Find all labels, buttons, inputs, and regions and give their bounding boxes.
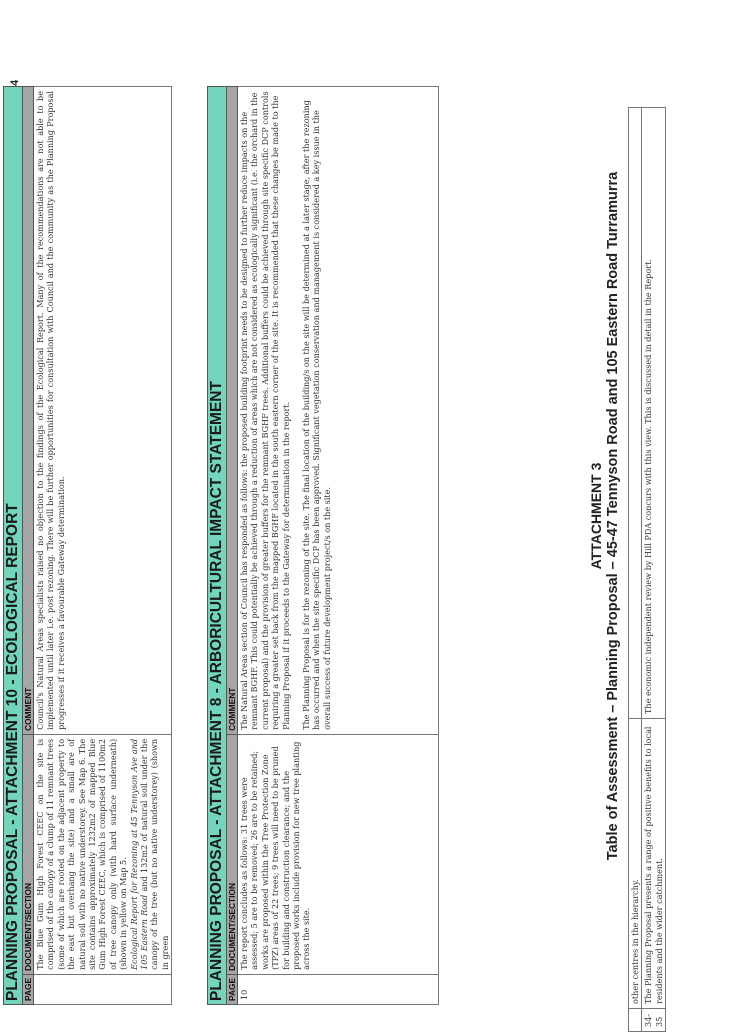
table-row — [34, 87, 172, 1005]
section-banner — [4, 87, 23, 1005]
column-header-row — [23, 87, 34, 1005]
attachment-title: ATTACHMENT 3 — [588, 462, 604, 570]
page-cell: 10 — [238, 974, 439, 1004]
col-comment: COMMENT — [227, 87, 238, 735]
col-document: DOCUMENT/SECTION — [227, 734, 238, 974]
document-text: The Blue Gum High Forest CEEC on the site is comprised of the canopy of a clump of 11 remnant trees (some of which are rooted on the adjacent property to the east but overhang the site) and a small are of natural soil with no native understorey. See Map 6. The site contains approximately 1232m2 of mapped Blue Gum High Forest CEEC, which is comprised of 1100m2 of tree canopy only (with hard surface underneath) (shown in yellow on Map 5. — [35, 738, 129, 970]
comment-cell — [238, 87, 439, 735]
page-cell: 34-35 — [642, 1009, 666, 1032]
document-text: and 132m2 of natural soil under the canopy of the tree (but no native understorey) (shown in green — [139, 738, 170, 970]
document-cell — [34, 734, 172, 974]
col-document: DOCUMENT/SECTION — [23, 734, 34, 974]
comment-cell: Council's Natural Areas specialists raised no objection to the findings of the Ecological Report. Many of the recommendations are not able to be implemented until later i.e. post rezoning. There will be further opportunities for consultation with Council and the community as the Planning Proposal progresses if it receives a favourable Gateway determination. — [34, 87, 172, 735]
section-title: PLANNING PROPOSAL - ATTACHMENT 8 - ARBORICULTURAL IMPACT STATEMENT — [208, 87, 227, 1005]
comment-cell — [629, 108, 642, 719]
table-row — [629, 108, 642, 1032]
page-cell — [629, 1009, 642, 1032]
col-comment: COMMENT — [23, 87, 34, 735]
section-banner — [208, 87, 227, 1005]
comment-paragraph: The Planning Proposal is for the rezoning of the site. The final location of the building/s on the site will be determined at a later stage, after the rezoning has occurred and when the site specific DCP has been approved. Significant vegetation conservation and management is considered a key issue in the overall success of future development project/s on the site. — [301, 100, 332, 730]
document-cell: other centres in the hierarchy. — [629, 719, 642, 1009]
document-cell: The report concludes as follows: 31 trees were assessed; 5 are to be removed; 26 are to be retained; works are proposed within the Tree Protection Zone (TPZ) areas of 22 trees; 9 trees will need to be pruned for building and construction clearance; and the proposed works include provision for new tree planting across the site. — [238, 734, 439, 974]
col-page: PAGE — [23, 974, 34, 1004]
page-cell — [34, 974, 172, 1004]
col-page: PAGE — [227, 974, 238, 1004]
comment-cell: The economic independent review by Hill PDA concurs with this view. This is discussed in detail in the Report. — [642, 108, 666, 719]
section-title: PLANNING PROPOSAL - ATTACHMENT 10 - ECOLOGICAL REPORT — [4, 87, 23, 1005]
report-title-italic: Ecological Report for Rezoning at 45 Tennyson Ave and 105 Eastern Road — [128, 738, 150, 970]
ecological-table — [3, 86, 172, 1005]
arboricultural-table — [207, 86, 439, 1005]
column-header-row — [227, 87, 238, 1005]
document-title: Table of Assessment – Planning Proposal – 45-47 Tennyson Road and 105 Eastern Road Turramurra — [605, 171, 621, 861]
comment-paragraph: The Natural Areas section of Council has responded as follows: the proposed building footprint needs to be designed to further reduce impacts on the remnant BGHF. This could potentially be achieved through a reduction of areas which are not considered as ecologically significant (i.e. the orchard in the current proposal) and the provision of greater buffers for the remnant BGHF trees. Additional buffers could be achieved through site specific DCP controls requiring a greater set back from the mapped BGHF located in the south eastern corner of the site. It is recommended that these changes be made to the Planning Proposal if it proceeds to the Gateway for determination in the report. — [239, 91, 291, 730]
table-row — [642, 108, 666, 1032]
top-table — [628, 107, 666, 1032]
document-cell: The Planning Proposal presents a range of positive benefits to local residents and the wider catchment. — [642, 719, 666, 1009]
table-row — [238, 87, 439, 1005]
